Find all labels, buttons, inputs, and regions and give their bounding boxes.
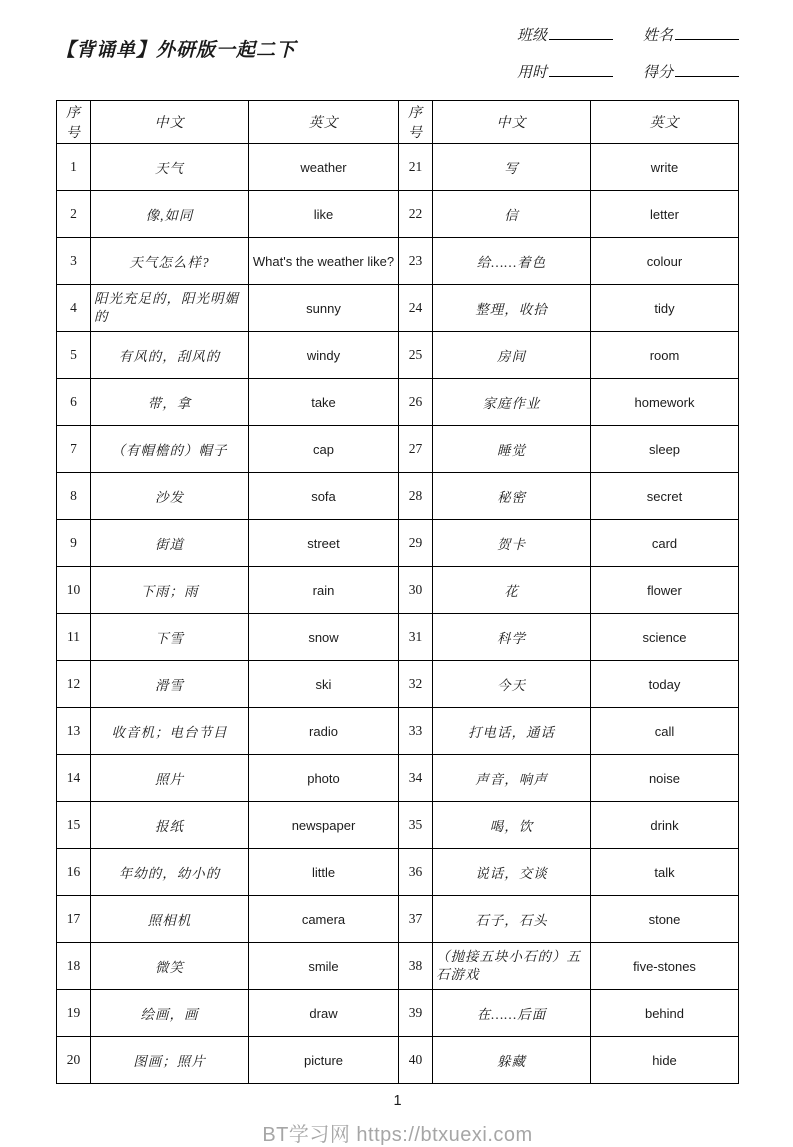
cell-english: little: [249, 849, 399, 896]
cell-english: picture: [249, 1037, 399, 1084]
cell-english: homework: [591, 379, 739, 426]
cell-english: newspaper: [249, 802, 399, 849]
cell-english: take: [249, 379, 399, 426]
cell-number: 4: [57, 285, 91, 332]
cell-chinese: 绘画，画: [91, 990, 249, 1037]
table-row: [57, 943, 739, 990]
cell-chinese: 带，拿: [91, 379, 249, 426]
cell-chinese: 家庭作业: [433, 379, 591, 426]
blank-underline: [549, 26, 613, 40]
cell-english: drink: [591, 802, 739, 849]
name-label: 姓名: [642, 28, 673, 44]
cell-english: card: [591, 520, 739, 567]
cell-number: 37: [399, 896, 433, 943]
table-row: [57, 379, 739, 426]
cell-english: secret: [591, 473, 739, 520]
header-cell-english-right: 英文: [591, 101, 739, 144]
cell-english: radio: [249, 708, 399, 755]
cell-number: 10: [57, 567, 91, 614]
page-title: 【背诵单】外研版一起二下: [56, 40, 297, 61]
cell-english: like: [249, 191, 399, 238]
cell-number: 16: [57, 849, 91, 896]
cell-number: 26: [399, 379, 433, 426]
header-cell-chinese-left: 中文: [91, 101, 249, 144]
header-cell-english-left: 英文: [249, 101, 399, 144]
cell-number: 19: [57, 990, 91, 1037]
table-row: [57, 990, 739, 1037]
field-time: [517, 61, 613, 82]
cell-number: 11: [57, 614, 91, 661]
table-row: [57, 896, 739, 943]
cell-number: 34: [399, 755, 433, 802]
field-class: [517, 24, 613, 45]
time-label: 用时: [516, 65, 547, 81]
cell-chinese: 打电话，通话: [433, 708, 591, 755]
cell-english: cap: [249, 426, 399, 473]
blank-underline: [549, 63, 613, 77]
cell-chinese: 微笑: [91, 943, 249, 990]
cell-chinese: 写: [433, 144, 591, 191]
table-row: [57, 473, 739, 520]
cell-chinese: 像,如同: [91, 191, 249, 238]
cell-number: 15: [57, 802, 91, 849]
cell-english: colour: [591, 238, 739, 285]
cell-chinese: 天气怎么样?: [91, 238, 249, 285]
cell-english: smile: [249, 943, 399, 990]
cell-chinese: 今天: [433, 661, 591, 708]
cell-number: 35: [399, 802, 433, 849]
cell-chinese: 照相机: [91, 896, 249, 943]
table-row: [57, 144, 739, 191]
cell-english: flower: [591, 567, 739, 614]
vocab-table: [56, 100, 739, 1084]
cell-english: room: [591, 332, 739, 379]
cell-english: talk: [591, 849, 739, 896]
cell-english: snow: [249, 614, 399, 661]
cell-chinese: 下雪: [91, 614, 249, 661]
cell-chinese: 报纸: [91, 802, 249, 849]
class-label: 班级: [516, 28, 547, 44]
cell-number: 24: [399, 285, 433, 332]
page-footer: [56, 1093, 739, 1147]
table-row: [57, 755, 739, 802]
cell-english: street: [249, 520, 399, 567]
cell-chinese: 说话，交谈: [433, 849, 591, 896]
cell-chinese: 天气: [91, 144, 249, 191]
cell-number: 29: [399, 520, 433, 567]
cell-english: ski: [249, 661, 399, 708]
cell-english: behind: [591, 990, 739, 1037]
cell-number: 30: [399, 567, 433, 614]
cell-number: 20: [57, 1037, 91, 1084]
cell-chinese: 给……着色: [433, 238, 591, 285]
cell-english: sofa: [249, 473, 399, 520]
student-info: [517, 24, 739, 82]
cell-number: 21: [399, 144, 433, 191]
cell-chinese: 有风的，刮风的: [91, 332, 249, 379]
cell-english: stone: [591, 896, 739, 943]
table-row: [57, 802, 739, 849]
cell-chinese: 图画；照片: [91, 1037, 249, 1084]
cell-english: noise: [591, 755, 739, 802]
cell-number: 3: [57, 238, 91, 285]
table-row: [57, 1037, 739, 1084]
score-label: 得分: [642, 65, 673, 81]
header-cell-index-right: 序号: [399, 101, 433, 144]
cell-english: rain: [249, 567, 399, 614]
cell-chinese: 贺卡: [433, 520, 591, 567]
cell-english: sleep: [591, 426, 739, 473]
cell-chinese: 房间: [433, 332, 591, 379]
field-score: [643, 61, 739, 82]
cell-chinese: （抛接五块小石的）五石游戏: [433, 943, 591, 990]
table-row: [57, 661, 739, 708]
cell-chinese: 街道: [91, 520, 249, 567]
cell-english: draw: [249, 990, 399, 1037]
table-row: [57, 614, 739, 661]
cell-chinese: 在……后面: [433, 990, 591, 1037]
header-cell-index-left: 序号: [57, 101, 91, 144]
cell-number: 5: [57, 332, 91, 379]
cell-number: 33: [399, 708, 433, 755]
cell-chinese: （有帽檐的）帽子: [91, 426, 249, 473]
cell-number: 39: [399, 990, 433, 1037]
cell-number: 6: [57, 379, 91, 426]
cell-number: 2: [57, 191, 91, 238]
cell-english: windy: [249, 332, 399, 379]
cell-chinese: 下雨；雨: [91, 567, 249, 614]
table-row: [57, 426, 739, 473]
cell-number: 13: [57, 708, 91, 755]
cell-chinese: 喝，饮: [433, 802, 591, 849]
cell-number: 7: [57, 426, 91, 473]
cell-english: write: [591, 144, 739, 191]
cell-chinese: 滑雪: [91, 661, 249, 708]
page-header: [56, 18, 739, 100]
cell-number: 38: [399, 943, 433, 990]
cell-chinese: 石子，石头: [433, 896, 591, 943]
cell-number: 8: [57, 473, 91, 520]
cell-number: 9: [57, 520, 91, 567]
header-cell-chinese-right: 中文: [433, 101, 591, 144]
cell-chinese: 睡觉: [433, 426, 591, 473]
cell-number: 17: [57, 896, 91, 943]
cell-number: 40: [399, 1037, 433, 1084]
cell-chinese: 声音，响声: [433, 755, 591, 802]
cell-chinese: 沙发: [91, 473, 249, 520]
cell-chinese: 科学: [433, 614, 591, 661]
cell-english: science: [591, 614, 739, 661]
cell-chinese: 照片: [91, 755, 249, 802]
table-row: [57, 332, 739, 379]
cell-chinese: 阳光充足的，阳光明媚的: [91, 285, 249, 332]
table-row: [57, 520, 739, 567]
cell-chinese: 收音机；电台节目: [91, 708, 249, 755]
table-row: [57, 285, 739, 332]
watermark: BT学习网 https://btxuexi.com: [262, 1124, 533, 1146]
cell-english: five-stones: [591, 943, 739, 990]
table-header-row: [57, 101, 739, 144]
table-row: [57, 708, 739, 755]
cell-number: 22: [399, 191, 433, 238]
cell-english: weather: [249, 144, 399, 191]
cell-english: camera: [249, 896, 399, 943]
field-name: [643, 24, 739, 45]
page-number: 1: [393, 1093, 402, 1109]
cell-number: 36: [399, 849, 433, 896]
cell-english: sunny: [249, 285, 399, 332]
cell-chinese: 秘密: [433, 473, 591, 520]
cell-number: 18: [57, 943, 91, 990]
cell-chinese: 躲藏: [433, 1037, 591, 1084]
cell-number: 14: [57, 755, 91, 802]
cell-chinese: 整理，收拾: [433, 285, 591, 332]
cell-number: 23: [399, 238, 433, 285]
cell-number: 31: [399, 614, 433, 661]
cell-english: hide: [591, 1037, 739, 1084]
cell-chinese: 信: [433, 191, 591, 238]
table-row: [57, 567, 739, 614]
table-row: [57, 238, 739, 285]
cell-english: photo: [249, 755, 399, 802]
table-row: [57, 191, 739, 238]
cell-number: 25: [399, 332, 433, 379]
blank-underline: [675, 26, 739, 40]
cell-chinese: 花: [433, 567, 591, 614]
vocab-table-body: [57, 144, 739, 1084]
cell-english: letter: [591, 191, 739, 238]
cell-number: 27: [399, 426, 433, 473]
cell-english: today: [591, 661, 739, 708]
cell-number: 32: [399, 661, 433, 708]
cell-english: What's the weather like?: [249, 238, 399, 285]
blank-underline: [675, 63, 739, 77]
cell-english: tidy: [591, 285, 739, 332]
cell-english: call: [591, 708, 739, 755]
table-row: [57, 849, 739, 896]
cell-number: 1: [57, 144, 91, 191]
cell-number: 12: [57, 661, 91, 708]
cell-chinese: 年幼的，幼小的: [91, 849, 249, 896]
cell-number: 28: [399, 473, 433, 520]
